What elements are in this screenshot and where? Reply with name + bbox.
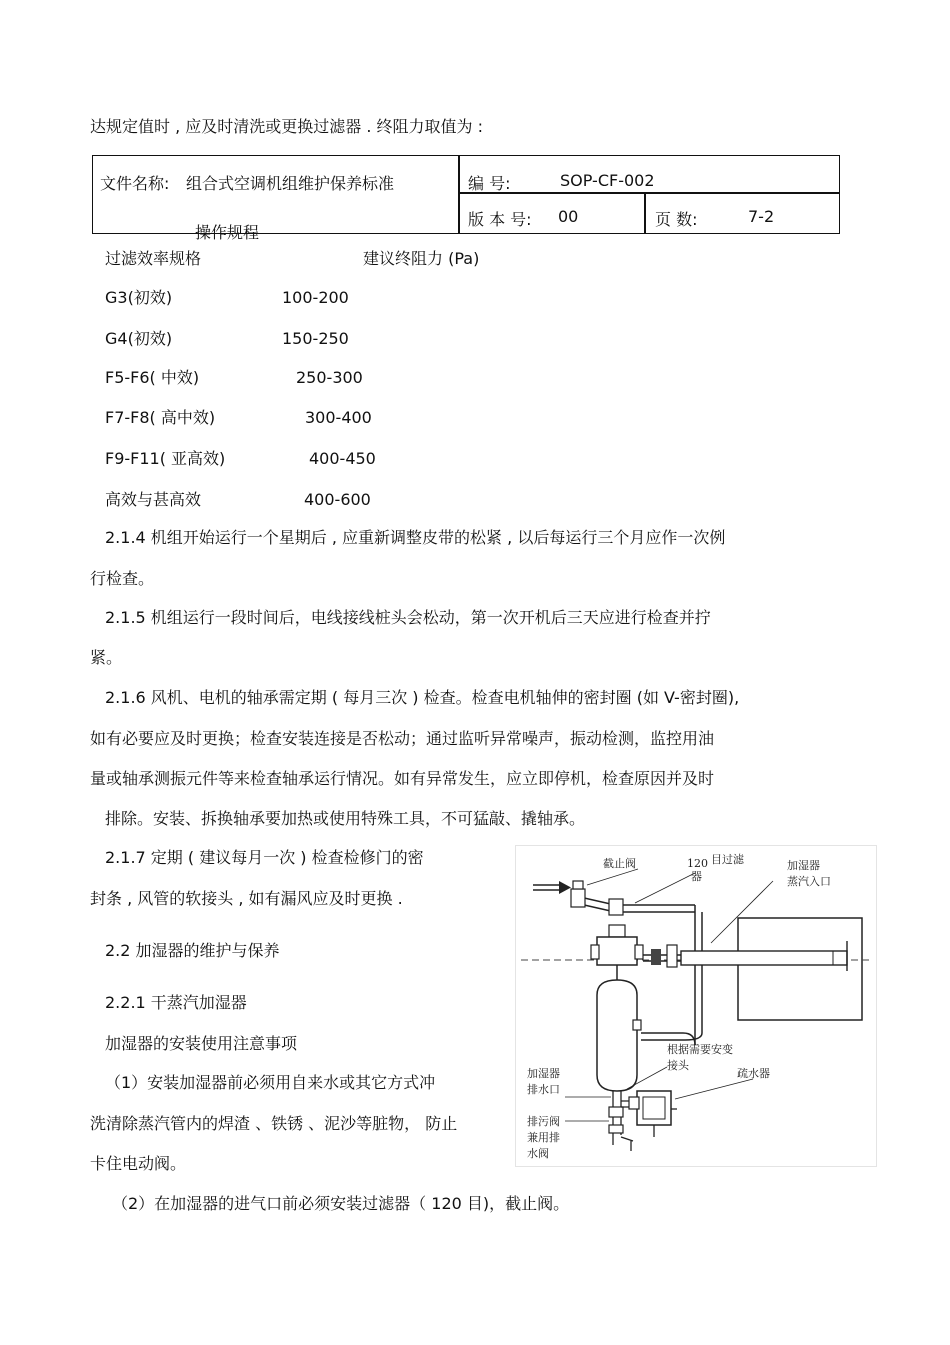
label-inlet-line1: 加湿器 (787, 859, 820, 872)
version-label: 版 本 号: (468, 210, 532, 229)
control-valve-actuator (609, 925, 625, 937)
para-2-1-6-line1: 2.1.6 风机、电机的轴承需定期 ( 每月三次 ) 检查。检查电机轴伸的密封圈 (如 V-密封圈), (105, 688, 740, 707)
filter-spec: F9-F11( 亚高效) (105, 449, 226, 468)
section-2-2-1-heading: 2.2.1 干蒸汽加湿器 (105, 993, 247, 1012)
code-label: 编 号: (468, 174, 511, 193)
strainer (609, 899, 623, 915)
para-2-1-7-line1: 2.1.7 定期 ( 建议每月一次 ) 检查检修门的密 (105, 848, 424, 867)
para-2-1-5-line1: 2.1.5 机组运行一段时间后，电线接线桩头会松动，第一次开机后三天应进行检查并拧 (105, 608, 711, 627)
note-1-line1: （1）安装加湿器前必须用自来水或其它方式冲 (105, 1073, 436, 1092)
label-valve-line3: 水阀 (527, 1147, 549, 1160)
label-steam-trap: 疏水器 (737, 1067, 770, 1080)
filter-col1-header: 过滤效率规格 (105, 249, 202, 268)
filter-value: 400-600 (304, 490, 371, 509)
note-2: （2）在加湿器的进气口前必须安装过滤器（ 120 目)，截止阀。 (112, 1194, 570, 1213)
filter-value: 150-250 (282, 329, 349, 348)
note-1-line3: 卡住电动阀。 (90, 1154, 187, 1173)
label-valve-line2: 兼用排 (527, 1131, 560, 1144)
separator-vessel (597, 980, 637, 1091)
label-drain-line2: 排水口 (527, 1083, 560, 1096)
filter-spec: 高效与甚高效 (105, 490, 202, 509)
doc-name-cont: 操作规程 (195, 223, 260, 242)
label-filter: 目过滤 (711, 853, 744, 866)
para-2-1-7-line2: 封条 , 风管的软接头 , 如有漏风应及时更换 . (90, 889, 403, 908)
para-2-1-4-line1: 2.1.4 机组开始运行一个星期后 , 应重新调整皮带的松紧 , 以后每运行三个月应作一次例 (105, 528, 726, 547)
filter-value: 100-200 (282, 288, 349, 307)
filter-value: 400-450 (309, 449, 376, 468)
label-drain-line1: 加湿器 (527, 1067, 560, 1080)
code-value: SOP-CF-002 (560, 171, 655, 190)
para-2-1-5-line2: 紧。 (90, 648, 123, 667)
page-label: 页 数: (655, 210, 698, 229)
intro-line: 达规定值时 , 应及时清洗或更换过滤器 . 终阻力取值为 : (90, 117, 483, 136)
para-2-1-6-line3: 量或轴承测振元件等来检查轴承运行情况。如有异常发生，应立即停机，检查原因并及时 (90, 769, 715, 788)
steam-spray-tube (681, 951, 847, 965)
section-2-2-heading: 2.2 加湿器的维护与保养 (105, 941, 280, 960)
filter-spec: F7-F8( 高中效) (105, 408, 216, 427)
install-notes-title: 加湿器的安装使用注意事项 (105, 1034, 298, 1053)
doc-name: 组合式空调机组维护保养标准 (186, 174, 395, 193)
filter-spec: G3(初效) (105, 288, 173, 307)
humidifier-diagram (515, 845, 877, 1167)
filter-spec: F5-F6( 中效) (105, 368, 200, 387)
page-value: 7-2 (748, 207, 775, 226)
label-joint-line1: 根据需要安变 (667, 1043, 733, 1056)
label-filter-mesh: 120 (687, 857, 708, 870)
label-valve-line1: 排污阀 (527, 1115, 560, 1128)
steam-trap (637, 1091, 671, 1125)
stop-valve (571, 889, 585, 907)
filter-col2-header: 建议终阻力 (Pa) (363, 249, 480, 268)
blowdown-valve (609, 1107, 623, 1117)
doc-name-label: 文件名称: (100, 174, 170, 193)
filter-spec: G4(初效) (105, 329, 173, 348)
label-inlet-line2: 蒸汽入口 (787, 875, 831, 888)
note-1-line2: 洗清除蒸汽管内的焊渣 、铁锈 、泥沙等脏物， 防止 (90, 1114, 458, 1133)
para-2-1-6-line2: 如有必要应及时更换；检查安装连接是否松动；通过监听异常噪声，振动检测，监控用油 (90, 729, 715, 748)
filter-value: 250-300 (296, 368, 363, 387)
label-joint-line2: 接头 (667, 1059, 689, 1072)
para-2-1-6-line4: 排除。安装、拆换轴承要加热或使用特殊工具，不可猛敲、撬轴承。 (105, 809, 586, 828)
label-filter-end: 器 (691, 870, 702, 883)
label-stop-valve: 截止阀 (603, 857, 636, 870)
para-2-1-4-line2: 行检查。 (90, 569, 155, 588)
version-value: 00 (558, 207, 579, 226)
filter-value: 300-400 (305, 408, 372, 427)
